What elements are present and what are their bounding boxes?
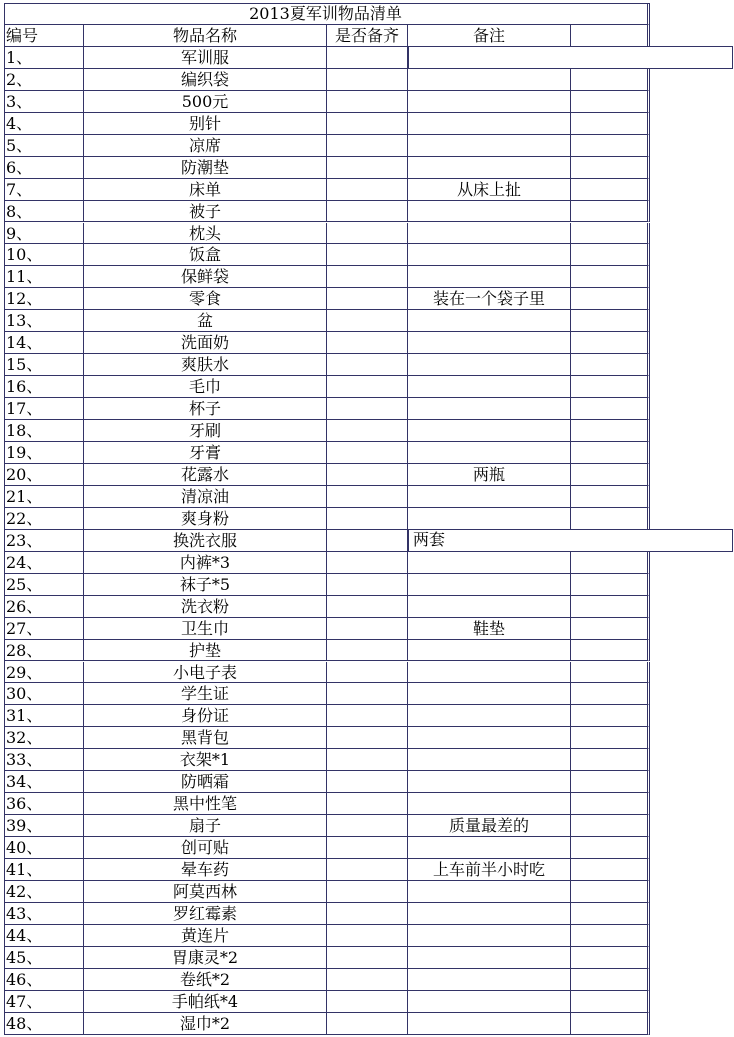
ready-cell [327, 947, 408, 969]
note-cell [408, 157, 571, 179]
note-cell: 从床上扯 [408, 179, 571, 201]
note-cell [408, 969, 571, 991]
ready-cell [327, 1013, 408, 1035]
row-id-cell: 27、 [4, 618, 84, 640]
note-cell [408, 881, 571, 903]
note-cell [408, 749, 571, 771]
row-id-cell: 31、 [4, 705, 84, 727]
row-id-cell: 39、 [4, 815, 84, 837]
row-id-cell: 4、 [4, 113, 84, 135]
item-name-cell: 卫生巾 [84, 618, 327, 640]
extra-cell [571, 574, 650, 596]
note-cell [408, 69, 571, 91]
item-name-cell: 小电子表 [84, 662, 327, 684]
header-ready: 是否备齐 [327, 25, 408, 47]
extra-cell [571, 135, 650, 157]
item-name-cell: 保鲜袋 [84, 266, 327, 288]
row-id-cell: 44、 [4, 925, 84, 947]
extra-cell [571, 398, 650, 420]
row-id-cell: 30、 [4, 683, 84, 705]
item-name-cell: 阿莫西林 [84, 881, 327, 903]
note-cell [408, 683, 571, 705]
row-id-cell: 45、 [4, 947, 84, 969]
ready-cell [327, 508, 408, 530]
extra-cell [571, 749, 650, 771]
item-name-cell: 毛巾 [84, 376, 327, 398]
note-cell [408, 596, 571, 618]
ready-cell [327, 420, 408, 442]
ready-cell [327, 113, 408, 135]
note-cell [408, 771, 571, 793]
item-name-cell: 军训服 [84, 47, 327, 69]
item-name-cell: 洗衣粉 [84, 596, 327, 618]
ready-cell [327, 266, 408, 288]
note-cell: 质量最差的 [408, 815, 571, 837]
extra-cell [571, 859, 650, 881]
ready-cell [327, 749, 408, 771]
row-id-cell: 6、 [4, 157, 84, 179]
header-note: 备注 [408, 25, 571, 47]
row-id-cell: 19、 [4, 442, 84, 464]
note-cell [408, 332, 571, 354]
ready-cell [327, 925, 408, 947]
note-cell [408, 705, 571, 727]
extra-cell [571, 486, 650, 508]
ready-cell [327, 552, 408, 574]
ready-cell [327, 442, 408, 464]
extra-cell [571, 771, 650, 793]
ready-cell [327, 179, 408, 201]
item-name-cell: 晕车药 [84, 859, 327, 881]
ready-cell [327, 859, 408, 881]
extra-cell [571, 508, 650, 530]
note-cell [408, 727, 571, 749]
ready-cell [327, 91, 408, 113]
extra-cell [571, 244, 650, 266]
note-cell [408, 223, 571, 245]
extra-cell [571, 662, 650, 684]
item-name-cell: 500元 [84, 91, 327, 113]
note-cell: 上车前半小时吃 [408, 859, 571, 881]
item-name-cell: 清凉油 [84, 486, 327, 508]
row-id-cell: 9、 [4, 223, 84, 245]
extra-cell [571, 157, 650, 179]
ready-cell [327, 969, 408, 991]
extra-cell [571, 442, 650, 464]
note-cell [408, 135, 571, 157]
ready-cell [327, 486, 408, 508]
ready-cell [327, 310, 408, 332]
extra-cell [571, 376, 650, 398]
note-cell [408, 947, 571, 969]
ready-cell [327, 244, 408, 266]
row-id-cell: 29、 [4, 662, 84, 684]
ready-cell [327, 332, 408, 354]
note-cell [408, 837, 571, 859]
item-name-cell: 卷纸*2 [84, 969, 327, 991]
item-name-cell: 床单 [84, 179, 327, 201]
item-name-cell: 爽身粉 [84, 508, 327, 530]
row-id-cell: 33、 [4, 749, 84, 771]
ready-cell [327, 683, 408, 705]
item-name-cell: 创可贴 [84, 837, 327, 859]
extra-cell [571, 288, 650, 310]
row-id-cell: 47、 [4, 991, 84, 1013]
extra-cell [571, 179, 650, 201]
ready-cell [327, 47, 408, 69]
extra-cell [571, 618, 650, 640]
ready-cell [327, 991, 408, 1013]
row-id-cell: 36、 [4, 793, 84, 815]
ready-cell [327, 464, 408, 486]
note-cell [408, 398, 571, 420]
row-id-cell: 43、 [4, 903, 84, 925]
item-name-cell: 黑背包 [84, 727, 327, 749]
ready-cell [327, 69, 408, 91]
item-name-cell: 身份证 [84, 705, 327, 727]
extra-cell [571, 464, 650, 486]
item-name-cell: 杯子 [84, 398, 327, 420]
extra-cell [571, 705, 650, 727]
ready-cell [327, 903, 408, 925]
item-name-cell: 饭盒 [84, 244, 327, 266]
row-id-cell: 20、 [4, 464, 84, 486]
extra-cell [571, 1013, 650, 1035]
ready-cell [327, 705, 408, 727]
note-cell [408, 244, 571, 266]
row-id-cell: 17、 [4, 398, 84, 420]
extra-cell [571, 552, 650, 574]
ready-cell [327, 771, 408, 793]
row-id-cell: 14、 [4, 332, 84, 354]
row-id-cell: 5、 [4, 135, 84, 157]
item-name-cell: 手帕纸*4 [84, 991, 327, 1013]
row-id-cell: 13、 [4, 310, 84, 332]
extra-cell [571, 727, 650, 749]
row-id-cell: 48、 [4, 1013, 84, 1035]
extra-cell [571, 113, 650, 135]
ready-cell [327, 201, 408, 223]
ready-cell [327, 596, 408, 618]
row-id-cell: 8、 [4, 201, 84, 223]
extra-cell [571, 91, 650, 113]
extra-cell [571, 640, 650, 662]
item-name-cell: 防晒霜 [84, 771, 327, 793]
ready-cell [327, 530, 408, 552]
ready-cell [327, 223, 408, 245]
note-cell [408, 91, 571, 113]
item-name-cell: 被子 [84, 201, 327, 223]
extra-cell [571, 201, 650, 223]
ready-cell [327, 376, 408, 398]
ready-cell [327, 837, 408, 859]
note-cell: 两瓶 [408, 464, 571, 486]
item-name-cell: 零食 [84, 288, 327, 310]
item-name-cell: 湿巾*2 [84, 1013, 327, 1035]
row-id-cell: 11、 [4, 266, 84, 288]
row-id-cell: 32、 [4, 727, 84, 749]
extra-cell [571, 925, 650, 947]
item-name-cell: 洗面奶 [84, 332, 327, 354]
extra-cell [571, 903, 650, 925]
ready-cell [327, 815, 408, 837]
row-id-cell: 28、 [4, 640, 84, 662]
ready-cell [327, 727, 408, 749]
ready-cell [327, 398, 408, 420]
extra-cell [571, 947, 650, 969]
extra-cell [571, 596, 650, 618]
row-id-cell: 46、 [4, 969, 84, 991]
extra-cell [571, 837, 650, 859]
item-name-cell: 花露水 [84, 464, 327, 486]
extra-cell [571, 815, 650, 837]
ready-cell [327, 157, 408, 179]
note-cell: 鞋垫 [408, 618, 571, 640]
row-id-cell: 3、 [4, 91, 84, 113]
item-name-cell: 别针 [84, 113, 327, 135]
row-id-cell: 26、 [4, 596, 84, 618]
row-id-cell: 7、 [4, 179, 84, 201]
item-name-cell: 胃康灵*2 [84, 947, 327, 969]
item-name-cell: 牙刷 [84, 420, 327, 442]
row-id-cell: 2、 [4, 69, 84, 91]
note-cell [408, 793, 571, 815]
ready-cell [327, 618, 408, 640]
item-name-cell: 牙膏 [84, 442, 327, 464]
ready-cell [327, 288, 408, 310]
row-id-cell: 18、 [4, 420, 84, 442]
note-cell [408, 266, 571, 288]
note-overflow-cell: 两套 [408, 529, 733, 552]
item-name-cell: 护垫 [84, 640, 327, 662]
row-id-cell: 42、 [4, 881, 84, 903]
row-id-cell: 24、 [4, 552, 84, 574]
item-name-cell: 黑中性笔 [84, 793, 327, 815]
note-cell [408, 1013, 571, 1035]
row-id-cell: 41、 [4, 859, 84, 881]
ready-cell [327, 793, 408, 815]
item-name-cell: 凉席 [84, 135, 327, 157]
ready-cell [327, 135, 408, 157]
note-cell [408, 442, 571, 464]
row-id-cell: 1、 [4, 47, 84, 69]
row-id-cell: 34、 [4, 771, 84, 793]
extra-cell [571, 683, 650, 705]
note-cell [408, 420, 571, 442]
note-cell [408, 903, 571, 925]
item-name-cell: 内裤*3 [84, 552, 327, 574]
note-cell [408, 508, 571, 530]
note-cell: 装在一个袋子里 [408, 288, 571, 310]
row-id-cell: 10、 [4, 244, 84, 266]
row-id-cell: 12、 [4, 288, 84, 310]
item-name-cell: 衣架*1 [84, 749, 327, 771]
extra-cell [571, 793, 650, 815]
ready-cell [327, 574, 408, 596]
extra-cell [571, 310, 650, 332]
header-extra [571, 25, 650, 47]
extra-cell [571, 332, 650, 354]
sheet-title: 2013夏军训物品清单 [4, 3, 650, 25]
item-name-cell: 爽肤水 [84, 354, 327, 376]
extra-cell [571, 881, 650, 903]
extra-cell [571, 969, 650, 991]
item-name-cell: 防潮垫 [84, 157, 327, 179]
item-name-cell: 学生证 [84, 683, 327, 705]
row-id-cell: 22、 [4, 508, 84, 530]
ready-cell [327, 881, 408, 903]
header-item-name: 物品名称 [84, 25, 327, 47]
row-id-cell: 40、 [4, 837, 84, 859]
note-cell [408, 640, 571, 662]
note-cell [408, 925, 571, 947]
note-cell [408, 486, 571, 508]
item-name-cell: 罗红霉素 [84, 903, 327, 925]
note-overflow-cell [408, 46, 733, 69]
row-id-cell: 23、 [4, 530, 84, 552]
item-name-cell: 枕头 [84, 223, 327, 245]
extra-cell [571, 69, 650, 91]
row-id-cell: 25、 [4, 574, 84, 596]
ready-cell [327, 662, 408, 684]
note-cell [408, 991, 571, 1013]
note-cell [408, 113, 571, 135]
note-cell [408, 662, 571, 684]
row-id-cell: 15、 [4, 354, 84, 376]
row-id-cell: 21、 [4, 486, 84, 508]
extra-cell [571, 991, 650, 1013]
note-cell [408, 310, 571, 332]
extra-cell [571, 223, 650, 245]
item-name-cell: 黄连片 [84, 925, 327, 947]
item-name-cell: 扇子 [84, 815, 327, 837]
header-id: 编号 [4, 25, 84, 47]
extra-cell [571, 420, 650, 442]
note-cell [408, 574, 571, 596]
extra-cell [571, 354, 650, 376]
note-cell [408, 376, 571, 398]
item-name-cell: 换洗衣服 [84, 530, 327, 552]
ready-cell [327, 640, 408, 662]
extra-cell [571, 266, 650, 288]
item-name-cell: 编织袋 [84, 69, 327, 91]
note-cell [408, 354, 571, 376]
note-cell [408, 552, 571, 574]
item-name-cell: 盆 [84, 310, 327, 332]
ready-cell [327, 354, 408, 376]
note-cell [408, 201, 571, 223]
item-name-cell: 袜子*5 [84, 574, 327, 596]
row-id-cell: 16、 [4, 376, 84, 398]
